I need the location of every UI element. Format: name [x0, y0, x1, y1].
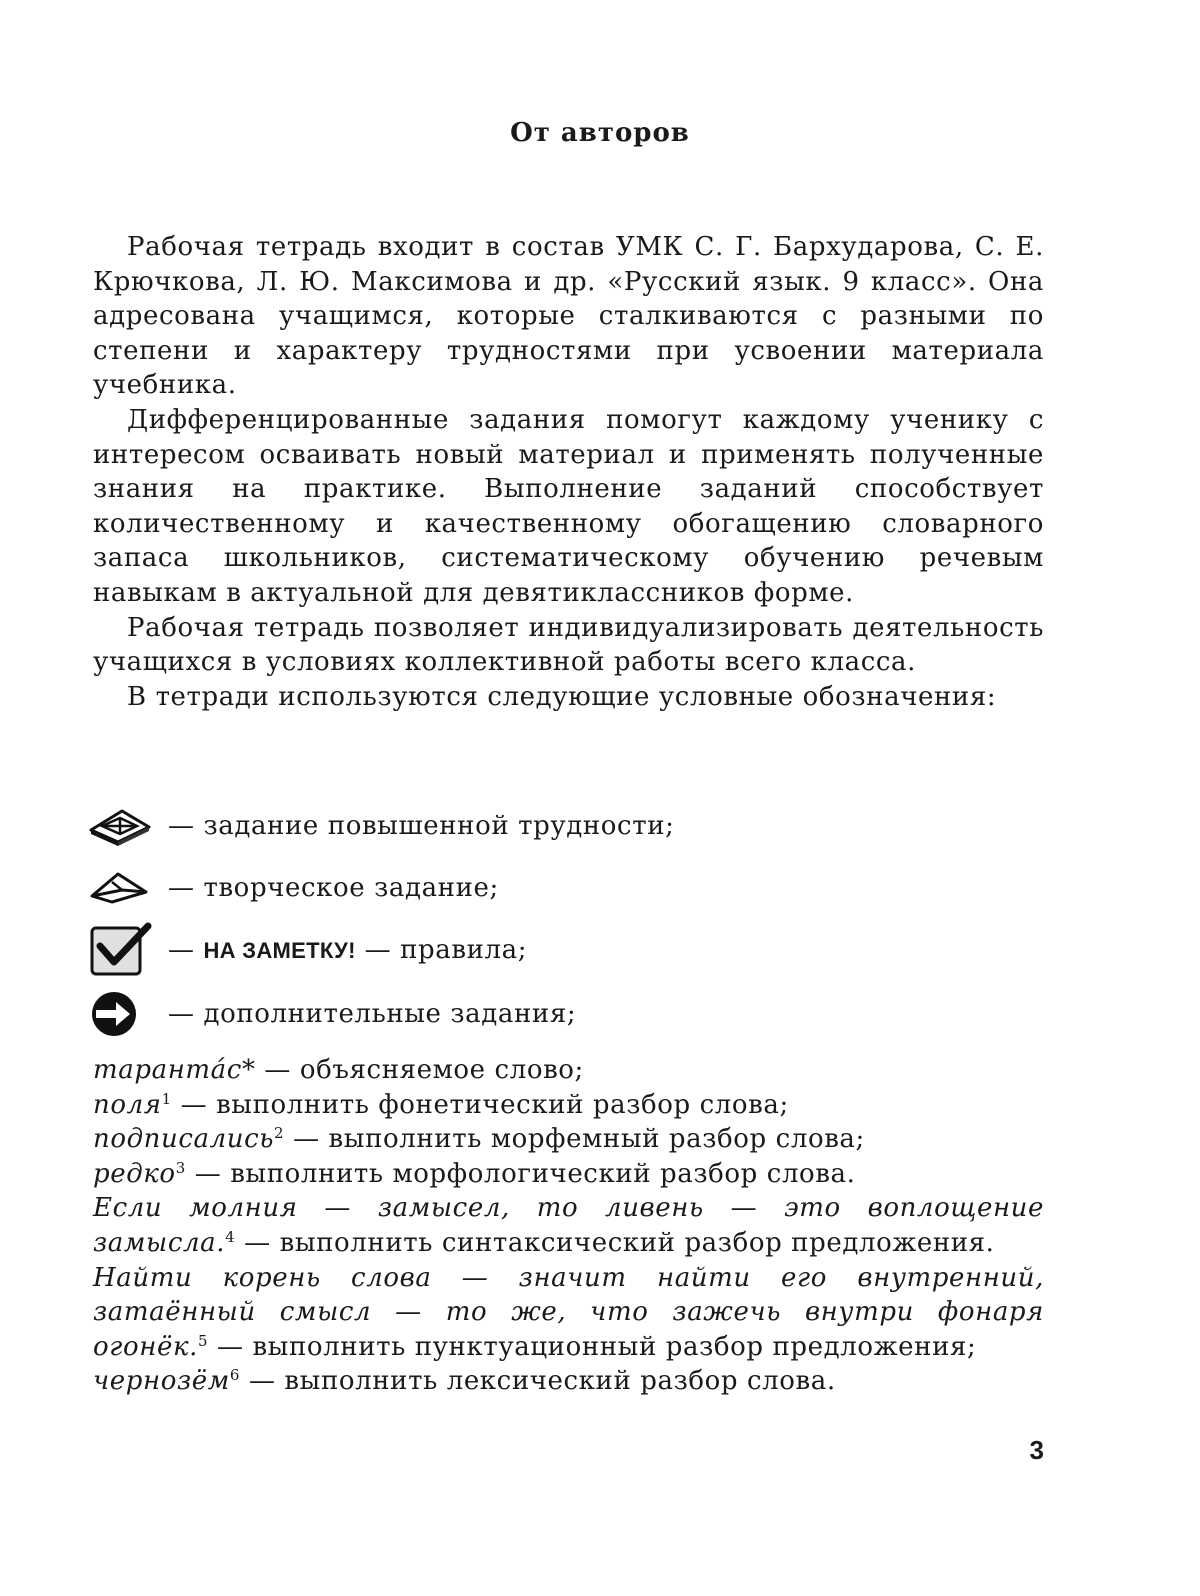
- example-item: [93, 1261, 1044, 1365]
- footnote-marker: 6: [229, 1366, 241, 1385]
- legend-label: [168, 935, 527, 965]
- footnote-marker: 2: [274, 1124, 285, 1143]
- footnote-marker: 4: [225, 1227, 236, 1246]
- example-word: подписались: [93, 1124, 275, 1155]
- example-desc: — выполнить пунктуационный разбор предложения;: [208, 1331, 977, 1362]
- arrow-circle-icon: [88, 984, 156, 1044]
- legend-item-creative-task: [88, 858, 1048, 918]
- footnote-marker: 1: [161, 1089, 172, 1108]
- example-sentence: Если молния — замысел, то ливень — это воплощение замысла.: [93, 1193, 1044, 1258]
- paragraph: Рабочая тетрадь позволяет индивидуализировать деятельность учащихся в условиях коллективной работы всего класса.: [93, 612, 1044, 678]
- intro-text: [93, 230, 1044, 714]
- page-title: От авторов: [510, 118, 690, 148]
- example-desc: — выполнить морфологический разбор слова.: [185, 1158, 856, 1189]
- examples-list: [93, 1053, 1044, 1399]
- legend-label: — дополнительные задания;: [168, 999, 577, 1029]
- legend-label: — задание повышенной трудности;: [168, 811, 675, 841]
- note-label: НА ЗАМЕТКУ!: [203, 938, 356, 963]
- example-desc: — объясняемое слово;: [255, 1055, 584, 1085]
- legend-item-note: [88, 920, 1048, 980]
- paragraph: Рабочая тетрадь входит в состав УМК С. Г. Бархударова, С. Е. Крючкова, Л. Ю. Максимова и др. «Русский язык. 9 класс». Она адресована учащимся, которые сталкиваются с разными по степени и характеру трудностями при усвоении материала учебника.: [93, 232, 1044, 401]
- example-item: [93, 1364, 1044, 1399]
- example-word: чернозём: [93, 1366, 230, 1397]
- legend-dash: —: [168, 935, 204, 965]
- cube-icon: [88, 796, 156, 856]
- legend-item-extra-task: [88, 984, 1048, 1044]
- checkbox-icon: [88, 920, 156, 980]
- example-sentence: Найти корень слова — значит найти его внутренний, затаённый смысл — то же, что зажечь внутри фонаря огонёк.: [93, 1262, 1044, 1362]
- example-item: [93, 1157, 1044, 1192]
- page-number: 3: [1029, 1435, 1044, 1465]
- example-word: редко: [93, 1158, 176, 1189]
- example-item: [93, 1053, 1044, 1088]
- footnote-marker: 5: [197, 1331, 209, 1350]
- example-item: [93, 1191, 1044, 1260]
- paragraph: Дифференцированные задания помогут каждому ученику с интересом осваивать новый материал и применять полученные знания на практике. Выполнение заданий способствует количественному и качественному обогащению словарного запаса школьников, систематическому обучению речевым навыкам в актуальной для девятиклассников форме.: [93, 404, 1044, 608]
- example-word: поля: [93, 1089, 162, 1120]
- example-desc: — выполнить морфемный разбор слова;: [284, 1124, 865, 1155]
- example-item: [93, 1088, 1044, 1123]
- paper-plane-icon: [88, 858, 156, 918]
- paragraph: В тетради используются следующие условные обозначения:: [127, 681, 997, 712]
- example-item: [93, 1122, 1044, 1157]
- example-desc: — выполнить фонетический разбор слова;: [171, 1089, 789, 1120]
- footnote-marker: 3: [175, 1158, 186, 1177]
- legend-label: — творческое задание;: [168, 873, 499, 903]
- example-word: тарантáс*: [93, 1055, 256, 1085]
- example-desc: — выполнить лексический разбор слова.: [240, 1366, 836, 1397]
- example-desc: — выполнить синтаксический разбор предложения.: [235, 1227, 995, 1258]
- legend-item-hard-task: [88, 796, 1048, 856]
- legend-rest: — правила;: [355, 935, 528, 965]
